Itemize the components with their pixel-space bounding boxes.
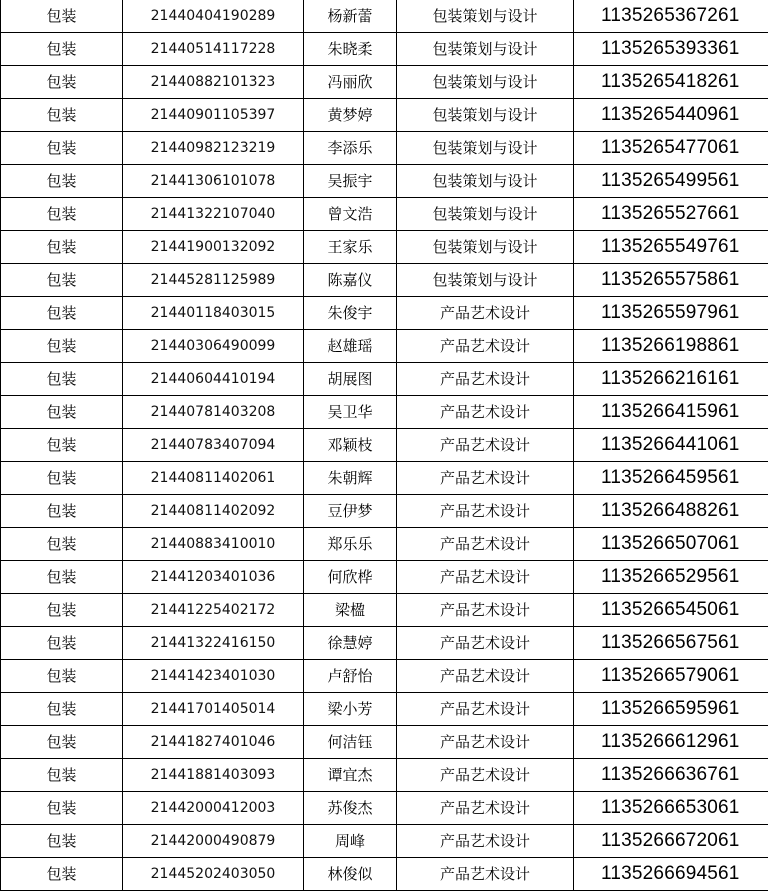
major-cell: 包装策划与设计 (397, 165, 574, 198)
exam-id-cell: 21440118403015 (123, 297, 304, 330)
major-cell: 产品艺术设计 (397, 726, 574, 759)
major-cell: 产品艺术设计 (397, 429, 574, 462)
major-cell: 包装策划与设计 (397, 198, 574, 231)
table-row (1, 198, 768, 231)
student-name-cell: 苏俊杰 (304, 792, 397, 825)
category-cell: 包装 (1, 198, 123, 231)
table-row (1, 858, 768, 891)
tracking-number-cell: 1135266459561 (574, 462, 768, 495)
table-row (1, 396, 768, 429)
student-name-cell: 曾文浩 (304, 198, 397, 231)
exam-id-cell: 21440901105397 (123, 99, 304, 132)
student-name-cell: 邓颖枝 (304, 429, 397, 462)
major-cell: 产品艺术设计 (397, 858, 574, 891)
tracking-number-cell: 1135266529561 (574, 561, 768, 594)
table-row (1, 330, 768, 363)
table-row (1, 165, 768, 198)
category-cell: 包装 (1, 495, 123, 528)
table-row (1, 594, 768, 627)
table-row (1, 363, 768, 396)
student-name-cell: 朱朝辉 (304, 462, 397, 495)
major-cell: 包装策划与设计 (397, 264, 574, 297)
category-cell: 包装 (1, 231, 123, 264)
student-name-cell: 卢舒怡 (304, 660, 397, 693)
student-name-cell: 李添乐 (304, 132, 397, 165)
exam-id-cell: 21445281125989 (123, 264, 304, 297)
major-cell: 包装策划与设计 (397, 132, 574, 165)
tracking-number-cell: 1135266579061 (574, 660, 768, 693)
category-cell: 包装 (1, 462, 123, 495)
tracking-number-cell: 1135266415961 (574, 396, 768, 429)
major-cell: 产品艺术设计 (397, 495, 574, 528)
student-name-cell: 黄梦婷 (304, 99, 397, 132)
student-name-cell: 胡展图 (304, 363, 397, 396)
tracking-number-cell: 1135266488261 (574, 495, 768, 528)
exam-id-cell: 21441827401046 (123, 726, 304, 759)
tracking-number-cell: 1135266216161 (574, 363, 768, 396)
category-cell: 包装 (1, 33, 123, 66)
category-cell: 包装 (1, 627, 123, 660)
exam-id-cell: 21440306490099 (123, 330, 304, 363)
exam-id-cell: 21442000412003 (123, 792, 304, 825)
major-cell: 包装策划与设计 (397, 99, 574, 132)
table-row (1, 660, 768, 693)
major-cell: 产品艺术设计 (397, 627, 574, 660)
student-name-cell: 王家乐 (304, 231, 397, 264)
major-cell: 包装策划与设计 (397, 33, 574, 66)
student-name-cell: 朱俊宇 (304, 297, 397, 330)
tracking-number-cell: 1135266672061 (574, 825, 768, 858)
table-row (1, 792, 768, 825)
student-name-cell: 冯丽欣 (304, 66, 397, 99)
tracking-number-cell: 1135266507061 (574, 528, 768, 561)
major-cell: 产品艺术设计 (397, 363, 574, 396)
tracking-number-cell: 1135266441061 (574, 429, 768, 462)
category-cell: 包装 (1, 561, 123, 594)
major-cell: 产品艺术设计 (397, 759, 574, 792)
major-cell: 产品艺术设计 (397, 396, 574, 429)
exam-id-cell: 21440781403208 (123, 396, 304, 429)
tracking-number-cell: 1135266567561 (574, 627, 768, 660)
category-cell: 包装 (1, 693, 123, 726)
major-cell: 产品艺术设计 (397, 660, 574, 693)
student-name-cell: 梁小芳 (304, 693, 397, 726)
student-name-cell: 徐慧婷 (304, 627, 397, 660)
exam-id-cell: 21440404190289 (123, 0, 304, 33)
major-cell: 产品艺术设计 (397, 297, 574, 330)
exam-id-cell: 21441900132092 (123, 231, 304, 264)
exam-id-cell: 21441881403093 (123, 759, 304, 792)
exam-id-cell: 21440882101323 (123, 66, 304, 99)
category-cell: 包装 (1, 363, 123, 396)
category-cell: 包装 (1, 792, 123, 825)
exam-id-cell: 21441423401030 (123, 660, 304, 693)
tracking-number-cell: 1135265440961 (574, 99, 768, 132)
major-cell: 产品艺术设计 (397, 462, 574, 495)
major-cell: 产品艺术设计 (397, 792, 574, 825)
tracking-number-cell: 1135265527661 (574, 198, 768, 231)
table-row (1, 495, 768, 528)
exam-id-cell: 21440514117228 (123, 33, 304, 66)
table-row (1, 132, 768, 165)
student-name-cell: 林俊似 (304, 858, 397, 891)
table-row (1, 759, 768, 792)
major-cell: 产品艺术设计 (397, 693, 574, 726)
category-cell: 包装 (1, 429, 123, 462)
exam-id-cell: 21440811402061 (123, 462, 304, 495)
tracking-number-cell: 1135265549761 (574, 231, 768, 264)
exam-id-cell: 21441306101078 (123, 165, 304, 198)
tracking-number-cell: 1135266612961 (574, 726, 768, 759)
category-cell: 包装 (1, 825, 123, 858)
exam-id-cell: 21440811402092 (123, 495, 304, 528)
student-name-cell: 陈嘉仪 (304, 264, 397, 297)
table-row (1, 561, 768, 594)
table-row (1, 726, 768, 759)
table-row (1, 231, 768, 264)
tracking-number-cell: 1135266545061 (574, 594, 768, 627)
exam-id-cell: 21441701405014 (123, 693, 304, 726)
category-cell: 包装 (1, 132, 123, 165)
tracking-number-cell: 1135265393361 (574, 33, 768, 66)
table-row (1, 99, 768, 132)
exam-id-cell: 21441225402172 (123, 594, 304, 627)
student-name-cell: 郑乐乐 (304, 528, 397, 561)
student-name-cell: 杨新蕾 (304, 0, 397, 33)
major-cell: 产品艺术设计 (397, 330, 574, 363)
table-row (1, 66, 768, 99)
table-row (1, 627, 768, 660)
table-row (1, 33, 768, 66)
category-cell: 包装 (1, 528, 123, 561)
major-cell: 产品艺术设计 (397, 825, 574, 858)
student-name-cell: 豆伊梦 (304, 495, 397, 528)
tracking-number-cell: 1135265477061 (574, 132, 768, 165)
exam-id-cell: 21440604410194 (123, 363, 304, 396)
exam-id-cell: 21445202403050 (123, 858, 304, 891)
category-cell: 包装 (1, 330, 123, 363)
tracking-number-cell: 1135266694561 (574, 858, 768, 891)
table-row (1, 264, 768, 297)
exam-id-cell: 21442000490879 (123, 825, 304, 858)
exam-id-cell: 21440982123219 (123, 132, 304, 165)
table-row (1, 528, 768, 561)
major-cell: 产品艺术设计 (397, 528, 574, 561)
tracking-number-cell: 1135265367261 (574, 0, 768, 33)
student-name-cell: 何欣桦 (304, 561, 397, 594)
category-cell: 包装 (1, 99, 123, 132)
exam-id-cell: 21441322107040 (123, 198, 304, 231)
table-row (1, 825, 768, 858)
exam-id-cell: 21440783407094 (123, 429, 304, 462)
category-cell: 包装 (1, 726, 123, 759)
tracking-number-cell: 1135266198861 (574, 330, 768, 363)
major-cell: 包装策划与设计 (397, 66, 574, 99)
category-cell: 包装 (1, 0, 123, 33)
student-name-cell: 吴卫华 (304, 396, 397, 429)
tracking-number-cell: 1135266653061 (574, 792, 768, 825)
tracking-number-cell: 1135265575861 (574, 264, 768, 297)
tracking-number-cell: 1135265499561 (574, 165, 768, 198)
table-row (1, 429, 768, 462)
category-cell: 包装 (1, 264, 123, 297)
category-cell: 包装 (1, 165, 123, 198)
table-row (1, 0, 768, 33)
table-row (1, 693, 768, 726)
major-cell: 产品艺术设计 (397, 594, 574, 627)
major-cell: 包装策划与设计 (397, 0, 574, 33)
table-row (1, 297, 768, 330)
category-cell: 包装 (1, 396, 123, 429)
major-cell: 包装策划与设计 (397, 231, 574, 264)
student-name-cell: 梁楹 (304, 594, 397, 627)
student-name-cell: 何洁钰 (304, 726, 397, 759)
exam-id-cell: 21441322416150 (123, 627, 304, 660)
student-name-cell: 谭宜杰 (304, 759, 397, 792)
major-cell: 产品艺术设计 (397, 561, 574, 594)
student-name-cell: 周峰 (304, 825, 397, 858)
category-cell: 包装 (1, 66, 123, 99)
tracking-number-cell: 1135266636761 (574, 759, 768, 792)
tracking-number-cell: 1135265597961 (574, 297, 768, 330)
student-name-cell: 吴振宇 (304, 165, 397, 198)
student-name-cell: 赵雄瑶 (304, 330, 397, 363)
table-row (1, 462, 768, 495)
category-cell: 包装 (1, 759, 123, 792)
table-body (1, 0, 768, 891)
category-cell: 包装 (1, 858, 123, 891)
tracking-number-cell: 1135266595961 (574, 693, 768, 726)
exam-id-cell: 21440883410010 (123, 528, 304, 561)
tracking-number-cell: 1135265418261 (574, 66, 768, 99)
category-cell: 包装 (1, 297, 123, 330)
exam-id-cell: 21441203401036 (123, 561, 304, 594)
category-cell: 包装 (1, 660, 123, 693)
student-name-cell: 朱晓柔 (304, 33, 397, 66)
category-cell: 包装 (1, 594, 123, 627)
